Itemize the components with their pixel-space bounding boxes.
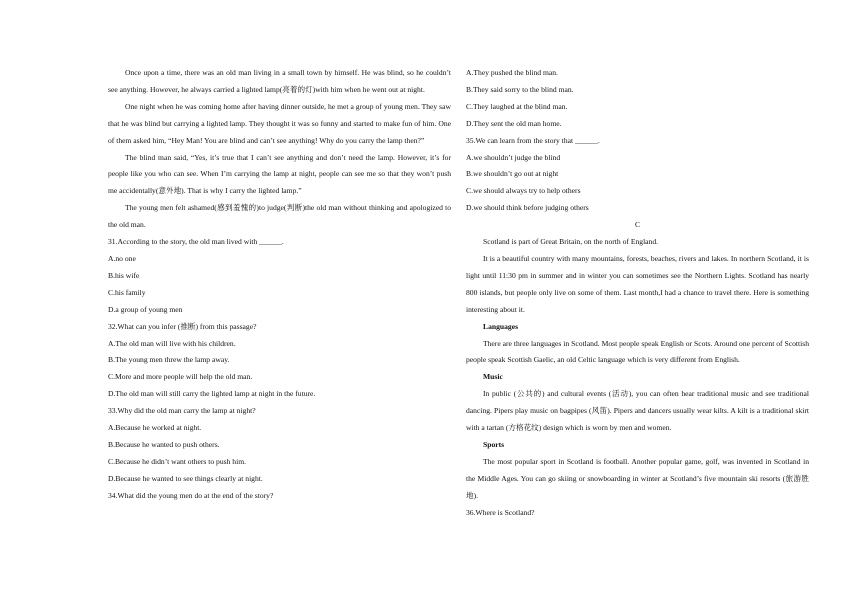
question-line: C.his family: [108, 287, 146, 297]
question-line: D.a group of young men: [108, 304, 183, 314]
passage-paragraph: The blind man said, “Yes, it’s true that I can’t see anything and don’t need the lamp. However, it’s for people like you who can see. When I’m carrying the lamp at night, people can see me so that they won’t push me accidentally(意外地). That is why I carry the lighted lamp.”: [108, 152, 451, 196]
question-line: D.Because he wanted to see things clearly at night.: [108, 473, 263, 483]
question-line: C.More and more people will help the old man.: [108, 372, 253, 382]
left-column: [108, 65, 451, 505]
section-label: C: [634, 220, 641, 230]
question-line: B.we shouldn’t go out at night: [466, 169, 559, 179]
question-line: 32.What can you infer (推断) from this passage?: [108, 321, 257, 331]
question-line: B.They said sorry to the blind man.: [466, 84, 574, 94]
question-line: D.we should think before judging others: [466, 203, 589, 213]
right-column: [466, 65, 809, 521]
question-line: 34.What did the young men do at the end of the story?: [108, 490, 274, 500]
question-line: B.The young men threw the lamp away.: [108, 355, 230, 365]
question-line: A.we shouldn’t judge the blind: [466, 152, 561, 162]
passage-paragraph: Scotland is part of Great Britain, on the north of England.: [483, 237, 659, 247]
question-line: 36.Where is Scotland?: [466, 507, 535, 517]
question-line: 31.According to the story, the old man lived with ______.: [108, 237, 284, 247]
passage-paragraph: The young men felt ashamed(感到羞愧的)to judge(判断)the old man without thinking and apologized to the old man.: [108, 203, 451, 230]
question-line: B.his wife: [108, 270, 140, 280]
question-line: C.we should always try to help others: [466, 186, 581, 196]
question-line: D.They sent the old man home.: [466, 118, 562, 128]
passage-paragraph: One night when he was coming home after having dinner outside, he met a group of young men. They saw that he was blind but carrying a lighted lamp. They thought it was so funny and started to make fun of him. One of them asked him, “Hey Man! You are blind and can’t see anything! Why do you carry the lamp then?”: [108, 101, 451, 145]
question-line: A.The old man will live with his children.: [108, 338, 236, 348]
passage-paragraph: Once upon a time, there was an old man living in a small town by himself. He was blind, so he couldn’t see anything. However, he always carried a lighted lamp(亮着的灯)with him when he went out at night.: [108, 68, 451, 94]
question-line: A.no one: [108, 253, 136, 263]
section-heading: Languages: [483, 321, 519, 331]
question-line: 35.We can learn from the story that ______.: [466, 135, 600, 145]
question-line: B.Because he wanted to push others.: [108, 439, 220, 449]
question-line: C.Because he didn’t want others to push him.: [108, 456, 247, 466]
section-heading: Sports: [483, 439, 505, 449]
question-line: D.The old man will still carry the lighted lamp at night in the future.: [108, 389, 316, 399]
passage-paragraph: There are three languages in Scotland. Most people speak English or Scots. Around one percent of Scottish people speak Scottish Gaelic, an old Celtic language which is very different from English.: [466, 338, 809, 365]
passage-paragraph: It is a beautiful country with many mountains, forests, beaches, rivers and lakes. In northern Scotland, it is light until 11:30 pm in summer and in winter you can sometimes see the Northern Lights. Scotland has nearly 800 islands, but people only live on some of them. Last month,I had a chance to travel there. Here is something interesting about it.: [466, 253, 809, 314]
question-line: 33.Why did the old man carry the lamp at night?: [108, 406, 256, 416]
section-heading: Music: [483, 372, 503, 382]
passage-paragraph: In public (公共的) and cultural events (活动), you can often hear traditional music and see traditional dancing. Pipers play music on bagpipes (风笛). Pipers and dancers usually wear kilts. A kilt is a traditional skirt with a tartan (方格花纹) design which is worn by men and women.: [466, 389, 809, 433]
passage-paragraph: The most popular sport in Scotland is football. Another popular game, golf, was invented in Scotland in the Middle Ages. You can go skiing or snowboarding in winter at Scotland’s five mountain ski resorts (旅游胜地).: [466, 456, 809, 500]
question-line: A.Because he worked at night.: [108, 423, 202, 433]
question-line: A.They pushed the blind man.: [466, 68, 558, 77]
question-line: C.They laughed at the blind man.: [466, 101, 568, 111]
